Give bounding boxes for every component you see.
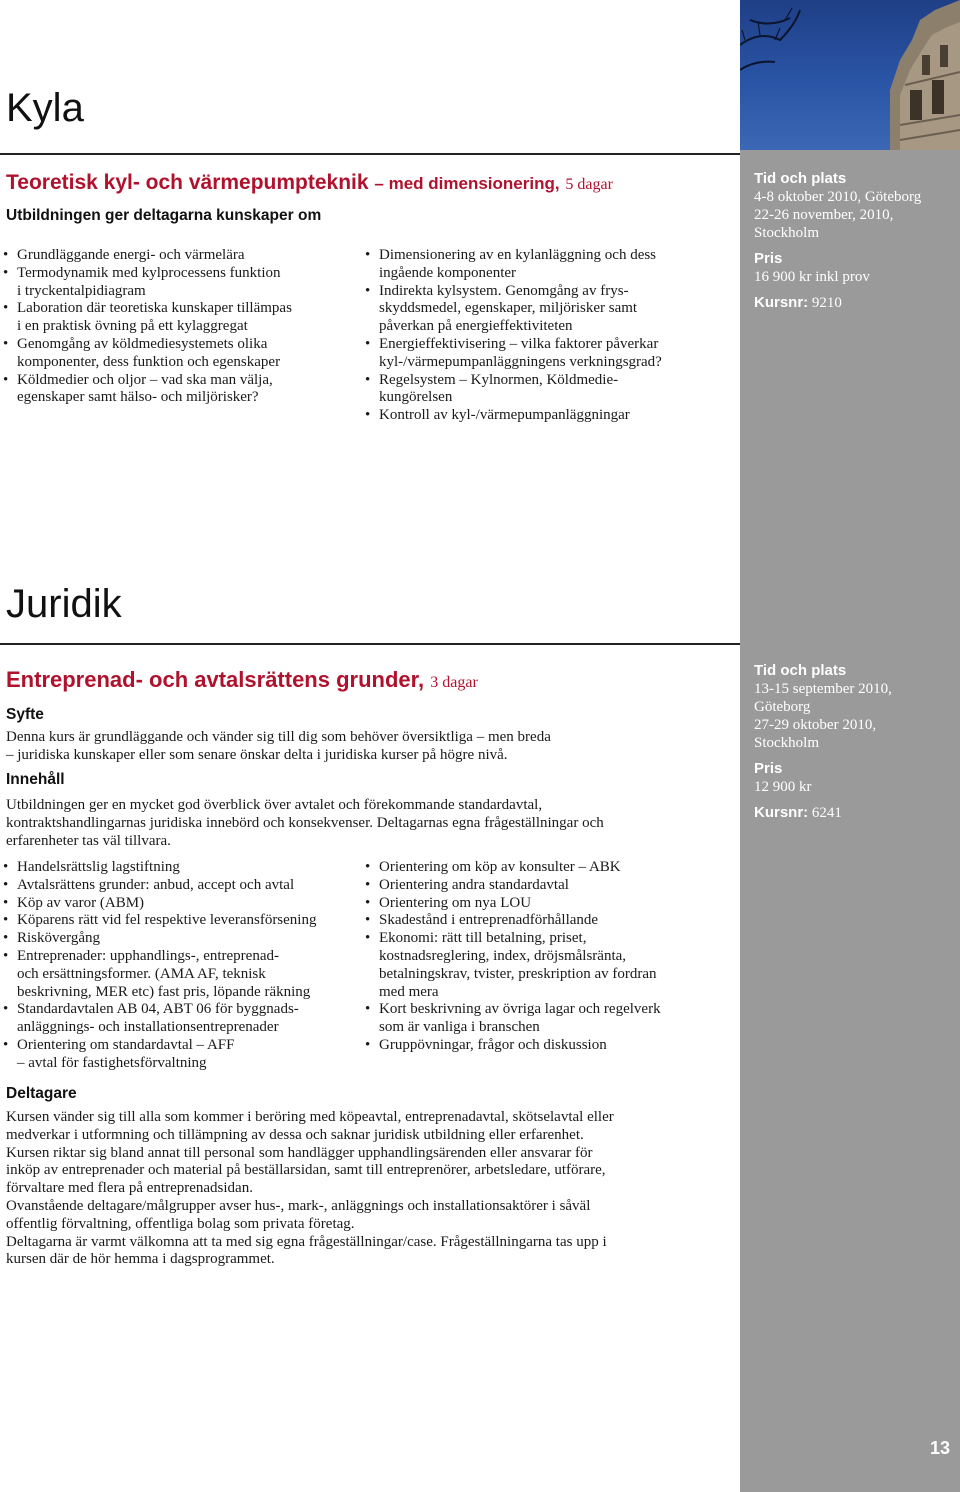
section-divider xyxy=(0,153,740,155)
list-item: • Avtalsrättens grunder: anbud, accept och avtal xyxy=(2,877,352,895)
list-item: • Standardavtalen AB 04, ABT 06 för byggnads- anläggnings- och installationsentreprenader xyxy=(2,1001,352,1037)
kursnr-value: 6241 xyxy=(811,805,842,821)
list-item: • Termodynamik med kylprocessens funktion i tryckentalpidiagram xyxy=(2,265,342,301)
intro-label: Utbildningen ger deltagarna kunskaper om xyxy=(6,207,322,224)
list-item: • Energieffektivisering – vilka faktorer påverkar kyl-/värmepumpanläggningens verkningsgrad? xyxy=(364,336,734,372)
list-item: • Indirekta kylsystem. Genomgång av frys- skyddsmedel, egenskaper, miljörisker samt påverkan på energieffektiviteten xyxy=(364,283,734,336)
course-title-main: Entreprenad- och avtalsrättens grunder, xyxy=(6,667,425,692)
list-item: • Laboration där teoretiska kunskaper tillämpas i en praktisk övning på ett kylaggregat xyxy=(2,300,342,336)
section-title-kyla: Kyla xyxy=(6,86,84,130)
kursnr-label: Kursnr: xyxy=(754,804,809,821)
course-title-kyla xyxy=(6,170,613,198)
page-number: 13 xyxy=(930,1438,951,1458)
deltagare-label: Deltagare xyxy=(6,1085,77,1102)
list-item: • Orientering om standardavtal – AFF – avtal för fastighetsförvaltning xyxy=(2,1037,352,1073)
list-item: • Entreprenader: upphandlings-, entreprenad- och ersättningsformer. (AMA AF, teknisk beskrivning, MER etc) fast pris, löpande räkning xyxy=(2,948,352,1001)
time-place-value: 4-8 oktober 2010, Göteborg 22-26 november, 2010, Stockholm xyxy=(754,189,922,241)
list-item: • Köp av varor (ABM) xyxy=(2,895,352,913)
list-item: • Köldmedier och oljor – vad ska man välja, egenskaper samt hälso- och miljörisker? xyxy=(2,372,342,408)
price-value: 12 900 kr xyxy=(754,779,812,795)
list-item: • Kort beskrivning av övriga lagar och regelverk som är vanliga i branschen xyxy=(364,1001,734,1037)
time-place-label: Tid och plats xyxy=(754,170,847,187)
course-title-main: Teoretisk kyl- och värmepumpteknik xyxy=(6,171,369,194)
list-item: • Handelsrättslig lagstiftning xyxy=(2,859,352,877)
course-title-juridik xyxy=(6,666,478,697)
kursnr-value: 9210 xyxy=(811,295,842,311)
list-item: • Skadestånd i entreprenadförhållande xyxy=(364,912,734,930)
juridik-topics-left xyxy=(2,859,352,1073)
price-label: Pris xyxy=(754,250,783,267)
time-place-label: Tid och plats xyxy=(754,662,847,679)
list-item: • Gruppövningar, frågor och diskussion xyxy=(364,1037,734,1055)
kyla-info-box xyxy=(754,170,954,312)
deltagare-text: Kursen vänder sig till alla som kommer i beröring med köpeavtal, entreprenadavtal, skötselavtal eller medverkar i utformning och tillämpning av dessa och saknar juridisk utbildning eller erfarenhet. Kursen riktar sig bland annat till personal som handlägger upphandlingsärenden eller ansvarar för inköp av entreprenader och material på beställarsidan, samt till entreprenörer, arbetsledare, utförare, förvaltare med flera på entreprenadsidan. Ovanstående deltagare/målgrupper avser hus-, mark-, anläggnings och installationsaktörer i såväl offentlig förvaltning, offentliga bolag som privata företag. Deltagarna är varmt välkomna att ta med sig egna frågeställningar/case. Frågeställningarna tas upp i kursen där de hör hemma i dagsprogrammet. xyxy=(6,1109,614,1268)
list-item: • Köparens rätt vid fel respektive leveransförsening xyxy=(2,912,352,930)
building-photo xyxy=(740,0,960,150)
innehall-label: Innehåll xyxy=(6,771,65,788)
syfte-text: Denna kurs är grundläggande och vänder sig till dig som behöver översiktliga – men breda – juridiska kunskaper eller som senare önskar delta i juridiska kurser på högre nivå. xyxy=(6,729,551,763)
list-item: • Orientering om köp av konsulter – ABK xyxy=(364,859,734,877)
section-title-juridik: Juridik xyxy=(6,582,122,626)
kursnr-label: Kursnr: xyxy=(754,294,809,311)
kyla-topics-right xyxy=(364,247,734,425)
list-item: • Kontroll av kyl-/värmepumpanläggningar xyxy=(364,407,734,425)
price-value: 16 900 kr inkl prov xyxy=(754,269,870,285)
section-divider xyxy=(0,643,740,645)
innehall-text: Utbildningen ger en mycket god överblick över avtalet och förekommande standardavtal, kontraktshandlingarnas juridiska innebörd och konsekvenser. Deltagarnas egna frågeställningar och erfarenheter tas väl tillvara. xyxy=(6,797,604,849)
price-label: Pris xyxy=(754,760,783,777)
course-duration: 3 dagar xyxy=(430,674,478,691)
course-subtitle: – med dimensionering, xyxy=(374,174,560,193)
course-duration: 5 dagar xyxy=(565,176,613,193)
juridik-topics-right xyxy=(364,859,734,1055)
list-item: • Grundläggande energi- och värmelära xyxy=(2,247,342,265)
list-item: • Riskövergång xyxy=(2,930,352,948)
list-item: • Dimensionering av en kylanläggning och dess ingående komponenter xyxy=(364,247,734,283)
juridik-info-box xyxy=(754,662,954,822)
list-item: • Regelsystem – Kylnormen, Köldmedie- kungörelsen xyxy=(364,372,734,408)
list-item: • Ekonomi: rätt till betalning, priset, kostnadsreglering, index, dröjsmålsränta, betalningskrav, tvister, preskription av fordran med mera xyxy=(364,930,734,1001)
list-item: • Orientering andra standardavtal xyxy=(364,877,734,895)
syfte-label: Syfte xyxy=(6,706,44,723)
time-place-value: 13-15 september 2010, Göteborg 27-29 oktober 2010, Stockholm xyxy=(754,681,892,751)
list-item: • Genomgång av köldmediesystemets olika komponenter, dess funktion och egenskaper xyxy=(2,336,342,372)
kyla-topics-left xyxy=(2,247,342,407)
list-item: • Orientering om nya LOU xyxy=(364,895,734,913)
